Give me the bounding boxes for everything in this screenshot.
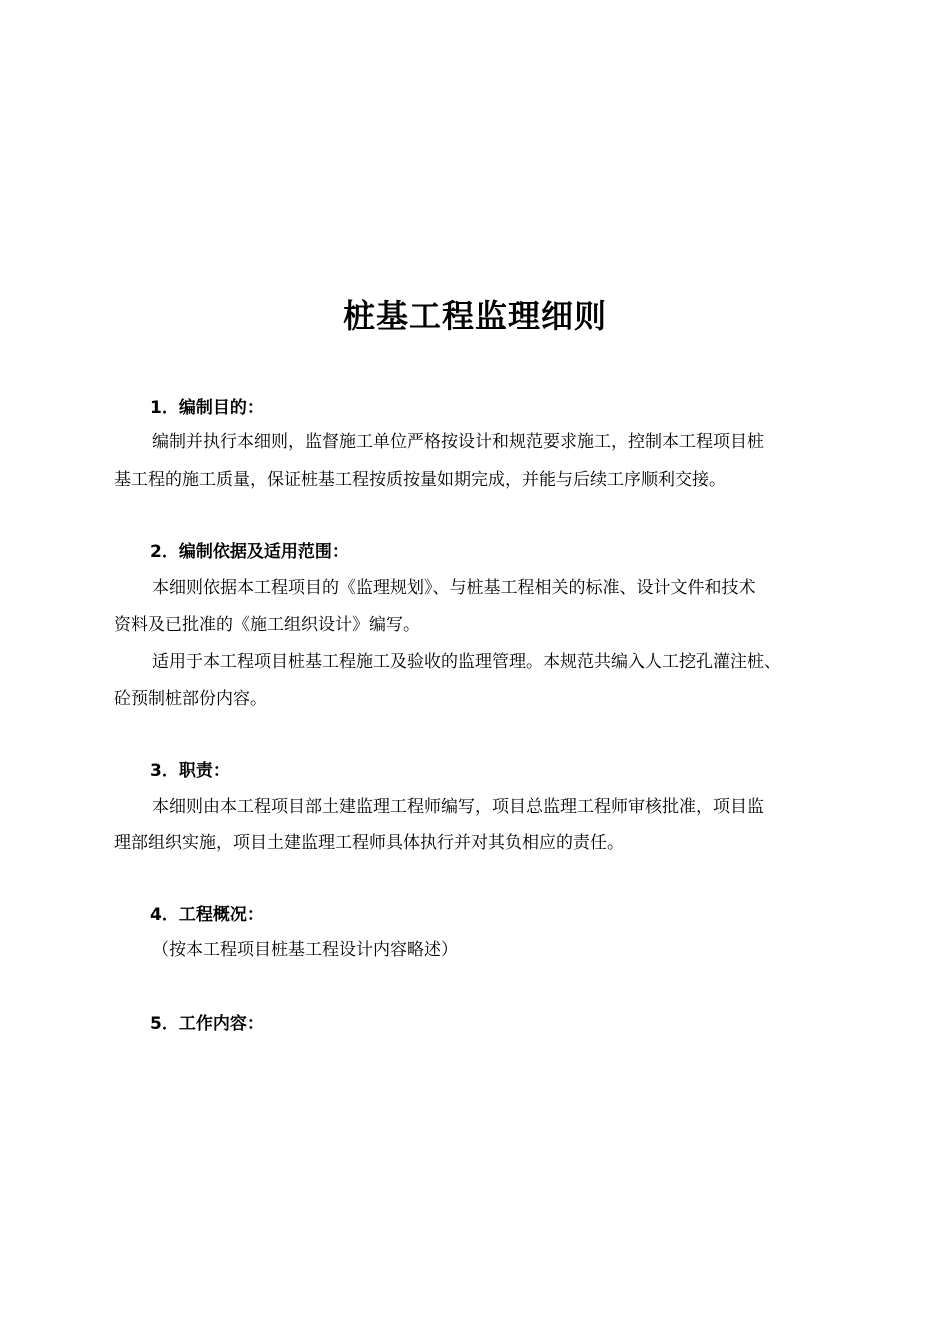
- paragraph-line: 资料及已批准的《施工组织设计》编写。: [114, 615, 420, 635]
- paragraph-line: 砼预制桩部份内容。: [114, 689, 267, 709]
- section-heading-overview: 4．工程概况：: [150, 905, 264, 925]
- paragraph-line: 基工程的施工质量，保证桩基工程按质按量如期完成，并能与后续工序顺利交接。: [114, 470, 726, 490]
- section-heading-purpose: 1．编制目的：: [150, 398, 264, 418]
- paragraph-line: 适用于本工程项目桩基工程施工及验收的监理管理。本规范共编入人工挖孔灌注桩、: [152, 652, 781, 672]
- paragraph-line: （按本工程项目桩基工程设计内容略述）: [152, 940, 458, 960]
- paragraph-line: 编制并执行本细则，监督施工单位严格按设计和规范要求施工，控制本工程项目桩: [152, 432, 764, 452]
- section-heading-basis-scope: 2．编制依据及适用范围：: [150, 542, 349, 562]
- paragraph-line: 本细则由本工程项目部土建监理工程师编写，项目总监理工程师审核批准，项目监: [152, 797, 764, 817]
- section-heading-responsibilities: 3．职责：: [150, 761, 230, 781]
- paragraph-line: 本细则依据本工程项目的《监理规划》、与桩基工程相关的标准、设计文件和技术: [152, 578, 756, 598]
- section-heading-work-content: 5．工作内容：: [150, 1014, 264, 1034]
- paragraph-line: 理部组织实施，项目土建监理工程师具体执行并对其负相应的责任。: [114, 833, 624, 853]
- document-title: 桩基工程监理细则: [342, 297, 607, 335]
